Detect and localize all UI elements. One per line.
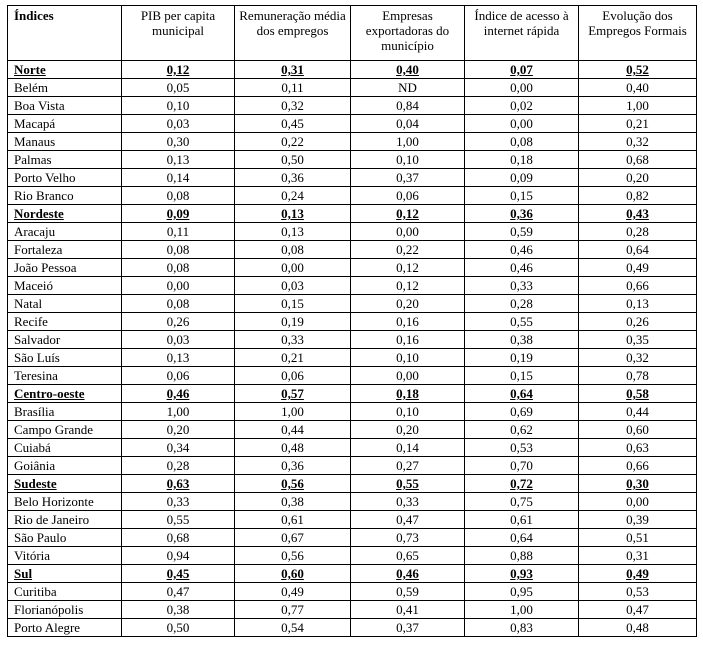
value-cell: 0,03 [122,115,235,133]
city-row [8,547,697,565]
city-row [8,439,697,457]
city-row [8,187,697,205]
city-name: Belém [8,79,122,97]
value-cell: 0,55 [351,475,465,493]
value-cell: 0,47 [122,583,235,601]
value-cell: 0,20 [351,421,465,439]
value-cell: 0,18 [465,151,579,169]
city-row [8,619,697,637]
value-cell: 0,37 [351,169,465,187]
region-name: Nordeste [8,205,122,223]
city-row [8,403,697,421]
value-cell: 0,41 [351,601,465,619]
region-row [8,205,697,223]
value-cell: 0,06 [351,187,465,205]
value-cell: 0,46 [122,385,235,403]
value-cell: 0,39 [579,511,697,529]
value-cell: 0,31 [579,547,697,565]
header-row [8,6,697,61]
value-cell: 0,14 [351,439,465,457]
value-cell: 0,46 [465,241,579,259]
value-cell: 0,12 [351,259,465,277]
value-cell: 0,28 [122,457,235,475]
city-name: João Pessoa [8,259,122,277]
region-name: Sul [8,565,122,583]
value-cell: 0,83 [465,619,579,637]
city-name: Florianópolis [8,601,122,619]
value-cell: 0,00 [579,493,697,511]
header-empresas-exportadoras: Empresas exportadoras do município [351,6,465,61]
value-cell: 0,10 [351,403,465,421]
value-cell: 0,06 [122,367,235,385]
value-cell: 0,61 [235,511,351,529]
value-cell: 0,16 [351,313,465,331]
city-name: Natal [8,295,122,313]
value-cell: 0,06 [235,367,351,385]
city-row [8,511,697,529]
value-cell: 1,00 [235,403,351,421]
value-cell: 0,64 [465,385,579,403]
value-cell: 0,37 [351,619,465,637]
city-row [8,259,697,277]
city-name: Macapá [8,115,122,133]
value-cell: 0,68 [579,151,697,169]
value-cell: 0,46 [351,565,465,583]
value-cell: 0,53 [465,439,579,457]
value-cell: 0,13 [235,205,351,223]
value-cell: 0,26 [579,313,697,331]
region-row [8,61,697,79]
value-cell: 0,00 [351,367,465,385]
city-name: Curitiba [8,583,122,601]
value-cell: 0,18 [351,385,465,403]
value-cell: 0,77 [235,601,351,619]
value-cell: 0,59 [351,583,465,601]
city-name: Maceió [8,277,122,295]
city-row [8,493,697,511]
value-cell: 0,13 [122,151,235,169]
value-cell: 0,20 [579,169,697,187]
value-cell: 0,28 [465,295,579,313]
value-cell: 0,43 [579,205,697,223]
value-cell: 0,36 [235,457,351,475]
value-cell: 1,00 [351,133,465,151]
value-cell: 0,75 [465,493,579,511]
header-indices: Índices [8,6,122,61]
city-row [8,223,697,241]
value-cell: 0,03 [235,277,351,295]
value-cell: 0,19 [465,349,579,367]
value-cell: 0,46 [465,259,579,277]
value-cell: 0,15 [465,187,579,205]
value-cell: 0,36 [465,205,579,223]
city-row [8,349,697,367]
value-cell: 0,33 [351,493,465,511]
value-cell: 0,44 [235,421,351,439]
region-row [8,475,697,493]
city-name: Vitória [8,547,122,565]
value-cell: 0,11 [235,79,351,97]
value-cell: 0,62 [465,421,579,439]
city-row [8,295,697,313]
value-cell: 0,22 [351,241,465,259]
city-row [8,169,697,187]
value-cell: 0,70 [465,457,579,475]
value-cell: 0,95 [465,583,579,601]
city-row [8,97,697,115]
value-cell: 0,32 [579,133,697,151]
value-cell: 0,64 [465,529,579,547]
value-cell: 0,61 [465,511,579,529]
value-cell: 0,47 [579,601,697,619]
value-cell: 0,32 [579,349,697,367]
city-name: Cuiabá [8,439,122,457]
header-internet-rapida: Índice de acesso à internet rápida [465,6,579,61]
city-name: Salvador [8,331,122,349]
value-cell: 0,10 [351,151,465,169]
city-row [8,457,697,475]
city-name: Porto Alegre [8,619,122,637]
city-row [8,367,697,385]
value-cell: 1,00 [122,403,235,421]
value-cell: 0,47 [351,511,465,529]
region-row [8,565,697,583]
city-name: Recife [8,313,122,331]
value-cell: 0,36 [235,169,351,187]
value-cell: 0,00 [235,259,351,277]
value-cell: 0,00 [351,223,465,241]
value-cell: 0,55 [465,313,579,331]
value-cell: 0,40 [351,61,465,79]
value-cell: 0,45 [122,565,235,583]
value-cell: 0,78 [579,367,697,385]
value-cell: 0,33 [235,331,351,349]
city-name: Palmas [8,151,122,169]
value-cell: 0,15 [465,367,579,385]
city-row [8,133,697,151]
city-row [8,241,697,259]
value-cell: ND [351,79,465,97]
value-cell: 0,72 [465,475,579,493]
value-cell: 0,15 [235,295,351,313]
value-cell: 0,24 [235,187,351,205]
region-name: Norte [8,61,122,79]
value-cell: 0,56 [235,475,351,493]
value-cell: 0,12 [122,61,235,79]
value-cell: 0,68 [122,529,235,547]
value-cell: 0,13 [579,295,697,313]
value-cell: 0,93 [465,565,579,583]
value-cell: 0,16 [351,331,465,349]
city-name: São Paulo [8,529,122,547]
value-cell: 0,54 [235,619,351,637]
value-cell: 0,13 [235,223,351,241]
city-name: Rio Branco [8,187,122,205]
value-cell: 0,30 [122,133,235,151]
value-cell: 0,63 [579,439,697,457]
value-cell: 0,12 [351,205,465,223]
value-cell: 0,21 [235,349,351,367]
value-cell: 0,21 [579,115,697,133]
value-cell: 0,00 [465,79,579,97]
value-cell: 0,88 [465,547,579,565]
city-name: São Luís [8,349,122,367]
value-cell: 0,53 [579,583,697,601]
value-cell: 0,57 [235,385,351,403]
value-cell: 0,09 [122,205,235,223]
city-name: Manaus [8,133,122,151]
value-cell: 0,19 [235,313,351,331]
value-cell: 0,84 [351,97,465,115]
city-name: Boa Vista [8,97,122,115]
value-cell: 0,32 [235,97,351,115]
value-cell: 0,08 [235,241,351,259]
header-evolucao-empregos: Evolução dos Empregos Formais [579,6,697,61]
value-cell: 0,10 [122,97,235,115]
value-cell: 0,49 [579,259,697,277]
city-row [8,331,697,349]
value-cell: 0,27 [351,457,465,475]
value-cell: 0,08 [122,295,235,313]
value-cell: 0,50 [235,151,351,169]
value-cell: 0,56 [235,547,351,565]
value-cell: 0,40 [579,79,697,97]
city-row [8,529,697,547]
value-cell: 0,08 [122,259,235,277]
value-cell: 0,13 [122,349,235,367]
value-cell: 0,38 [235,493,351,511]
value-cell: 0,33 [465,277,579,295]
value-cell: 0,66 [579,457,697,475]
value-cell: 0,60 [579,421,697,439]
header-remuneracao: Remuneração média dos empregos [235,6,351,61]
value-cell: 0,12 [351,277,465,295]
value-cell: 1,00 [579,97,697,115]
value-cell: 0,58 [579,385,697,403]
value-cell: 0,20 [122,421,235,439]
value-cell: 0,49 [579,565,697,583]
value-cell: 0,04 [351,115,465,133]
value-cell: 0,34 [122,439,235,457]
city-row [8,313,697,331]
value-cell: 0,09 [465,169,579,187]
value-cell: 0,69 [465,403,579,421]
city-row [8,277,697,295]
table-body [8,61,697,637]
value-cell: 0,38 [122,601,235,619]
value-cell: 0,64 [579,241,697,259]
value-cell: 0,38 [465,331,579,349]
value-cell: 0,28 [579,223,697,241]
value-cell: 0,73 [351,529,465,547]
value-cell: 0,67 [235,529,351,547]
value-cell: 0,63 [122,475,235,493]
region-row [8,385,697,403]
region-name: Sudeste [8,475,122,493]
value-cell: 0,65 [351,547,465,565]
city-row [8,583,697,601]
header-pib-per-capita: PIB per capita municipal [122,6,235,61]
value-cell: 0,07 [465,61,579,79]
value-cell: 0,31 [235,61,351,79]
city-name: Belo Horizonte [8,493,122,511]
indices-table [7,5,697,637]
city-name: Brasília [8,403,122,421]
value-cell: 0,10 [351,349,465,367]
value-cell: 0,49 [235,583,351,601]
value-cell: 1,00 [465,601,579,619]
value-cell: 0,55 [122,511,235,529]
value-cell: 0,48 [235,439,351,457]
value-cell: 0,08 [122,241,235,259]
value-cell: 0,26 [122,313,235,331]
value-cell: 0,94 [122,547,235,565]
value-cell: 0,00 [122,277,235,295]
value-cell: 0,22 [235,133,351,151]
value-cell: 0,45 [235,115,351,133]
city-row [8,421,697,439]
value-cell: 0,11 [122,223,235,241]
city-row [8,115,697,133]
value-cell: 0,82 [579,187,697,205]
city-name: Porto Velho [8,169,122,187]
value-cell: 0,60 [235,565,351,583]
city-row [8,79,697,97]
city-name: Teresina [8,367,122,385]
value-cell: 0,52 [579,61,697,79]
value-cell: 0,20 [351,295,465,313]
region-name: Centro-oeste [8,385,122,403]
value-cell: 0,02 [465,97,579,115]
city-name: Campo Grande [8,421,122,439]
value-cell: 0,30 [579,475,697,493]
city-name: Fortaleza [8,241,122,259]
value-cell: 0,00 [465,115,579,133]
value-cell: 0,44 [579,403,697,421]
value-cell: 0,05 [122,79,235,97]
value-cell: 0,03 [122,331,235,349]
city-row [8,151,697,169]
value-cell: 0,59 [465,223,579,241]
city-name: Goiânia [8,457,122,475]
value-cell: 0,35 [579,331,697,349]
value-cell: 0,48 [579,619,697,637]
city-row [8,601,697,619]
value-cell: 0,14 [122,169,235,187]
value-cell: 0,66 [579,277,697,295]
city-name: Rio de Janeiro [8,511,122,529]
city-name: Aracaju [8,223,122,241]
value-cell: 0,08 [122,187,235,205]
value-cell: 0,50 [122,619,235,637]
value-cell: 0,08 [465,133,579,151]
value-cell: 0,51 [579,529,697,547]
value-cell: 0,33 [122,493,235,511]
